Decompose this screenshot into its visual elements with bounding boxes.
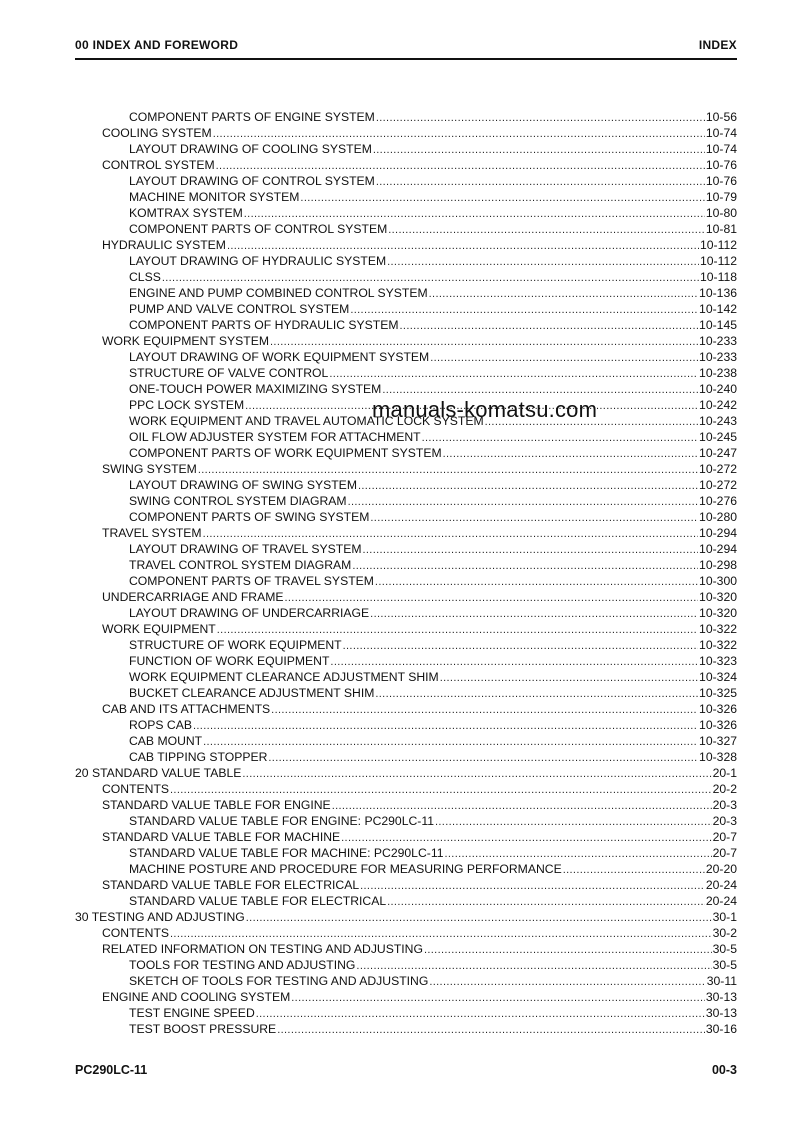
toc-entry[interactable] [129, 973, 737, 989]
toc-entry-title: 30 TESTING AND ADJUSTING [75, 910, 245, 924]
toc-entry-page: 10-325 [699, 686, 737, 700]
dot-leader [388, 222, 705, 237]
toc-entry-page: 30-13 [705, 1006, 737, 1020]
toc-entry-title: CONTENTS [102, 926, 170, 940]
dot-leader [341, 830, 711, 845]
toc-entry-page: 10-112 [699, 254, 737, 268]
toc-entry-page: 10-240 [699, 382, 737, 396]
toc-entry[interactable] [102, 125, 737, 141]
toc-entry-title: LAYOUT DRAWING OF UNDERCARRIAGE [129, 606, 370, 620]
section-title: 00 INDEX AND FOREWORD [75, 38, 239, 52]
toc-entry-page: 10-280 [699, 510, 737, 524]
dot-leader [343, 638, 698, 653]
toc-entry[interactable] [129, 429, 737, 445]
toc-entry[interactable] [129, 573, 737, 589]
toc-entry[interactable] [129, 509, 737, 525]
dot-leader [422, 430, 698, 445]
toc-entry-page: 10-81 [705, 222, 737, 236]
toc-entry-page: 10-142 [699, 302, 737, 316]
toc-entry-page: 10-294 [699, 526, 737, 540]
toc-entry-page: 10-56 [705, 110, 737, 124]
toc-entry-title: TEST BOOST PRESSURE [129, 1022, 277, 1036]
dot-leader [400, 318, 699, 333]
toc-entry-title: MACHINE POSTURE AND PROCEDURE FOR MEASURING PERFORMANCE [129, 862, 562, 876]
dot-leader [162, 270, 699, 285]
toc-entry-title: TEST ENGINE SPEED [129, 1006, 255, 1020]
toc-entry-title: WORK EQUIPMENT AND TRAVEL AUTOMATIC LOCK SYSTEM [129, 414, 484, 428]
toc-entry[interactable] [129, 653, 737, 669]
toc-entry-page: 10-322 [699, 638, 737, 652]
toc-entry[interactable] [102, 525, 737, 541]
toc-entry-page: 20-3 [712, 798, 737, 812]
toc-entry-page: 10-243 [699, 414, 737, 428]
toc-entry[interactable] [102, 829, 737, 845]
dot-leader [256, 1006, 705, 1021]
dot-leader [370, 606, 698, 621]
dot-leader [563, 862, 705, 877]
toc-entry[interactable] [102, 237, 737, 253]
toc-entry-page: 10-276 [699, 494, 737, 508]
dot-leader [363, 542, 699, 557]
toc-entry[interactable] [129, 221, 737, 237]
toc-entry-page: 30-11 [706, 974, 737, 988]
toc-entry-title: SKETCH OF TOOLS FOR TESTING AND ADJUSTING [129, 974, 429, 988]
toc-entry[interactable] [129, 637, 737, 653]
toc-entry[interactable] [129, 349, 737, 365]
dot-leader [270, 334, 698, 349]
dot-leader [329, 366, 698, 381]
dot-leader [360, 878, 705, 893]
toc-entry-title: COMPONENT PARTS OF WORK EQUIPMENT SYSTEM [129, 446, 442, 460]
toc-entry-page: 10-247 [699, 446, 737, 460]
toc-entry-page: 10-74 [705, 126, 737, 140]
toc-entry[interactable] [102, 157, 737, 173]
dot-leader [424, 942, 712, 957]
toc-entry-title: ONE-TOUCH POWER MAXIMIZING SYSTEM [129, 382, 382, 396]
toc-entry[interactable] [129, 541, 737, 557]
dot-leader [429, 286, 698, 301]
dot-leader [387, 254, 699, 269]
toc-entry-page: 30-2 [712, 926, 737, 940]
dot-leader [300, 190, 704, 205]
toc-entry-page: 10-322 [699, 622, 737, 636]
toc-entry[interactable] [129, 1005, 737, 1021]
toc-entry-page: 30-16 [705, 1022, 737, 1036]
dot-leader [332, 798, 712, 813]
dot-leader [358, 478, 698, 493]
page-header [75, 38, 737, 60]
toc-entry-title: STANDARD VALUE TABLE FOR ENGINE: PC290LC-11 [129, 814, 434, 828]
dot-leader [440, 670, 698, 685]
toc-entry-page: 10-294 [699, 542, 737, 556]
toc-entry-title: CONTENTS [102, 782, 170, 796]
dot-leader [217, 622, 698, 637]
dot-leader [348, 494, 698, 509]
dot-leader [198, 462, 698, 477]
toc-entry-title: TOOLS FOR TESTING AND ADJUSTING [129, 958, 356, 972]
dot-leader [375, 574, 698, 589]
toc-entry-title: ENGINE AND COOLING SYSTEM [102, 990, 291, 1004]
toc-entry-title: COMPONENT PARTS OF HYDRAULIC SYSTEM [129, 318, 399, 332]
toc-entry-title: UNDERCARRIAGE AND FRAME [102, 590, 284, 604]
toc-entry-title: STANDARD VALUE TABLE FOR ENGINE [102, 798, 331, 812]
toc-entry-title: LAYOUT DRAWING OF HYDRAULIC SYSTEM [129, 254, 387, 268]
toc-entry[interactable] [129, 285, 737, 301]
dot-leader [227, 238, 699, 253]
dot-leader [382, 382, 698, 397]
toc-entry-title: RELATED INFORMATION ON TESTING AND ADJUSTING [102, 942, 423, 956]
toc-entry-title: LAYOUT DRAWING OF SWING SYSTEM [129, 478, 357, 492]
toc-entry-title: CLSS [129, 270, 161, 284]
toc-entry-page: 10-320 [699, 590, 737, 604]
toc-entry-page: 10-79 [705, 190, 737, 204]
toc-entry[interactable] [102, 941, 737, 957]
toc-entry-page: 10-298 [699, 558, 737, 572]
toc-entry-page: 20-2 [712, 782, 737, 796]
toc-entry-title: WORK EQUIPMENT SYSTEM [102, 334, 270, 348]
toc-entry[interactable] [129, 205, 737, 221]
toc-entry-page: 10-238 [699, 366, 737, 380]
toc-entry[interactable] [129, 445, 737, 461]
toc-entry-title: STRUCTURE OF VALVE CONTROL [129, 366, 329, 380]
toc-entry[interactable] [102, 989, 737, 1005]
dot-leader [244, 206, 705, 221]
dot-leader [387, 894, 705, 909]
toc-entry-title: COOLING SYSTEM [102, 126, 212, 140]
toc-entry[interactable] [102, 701, 737, 717]
watermark: manuals-komatsu.com [372, 397, 598, 422]
toc-entry-title: LAYOUT DRAWING OF CONTROL SYSTEM [129, 174, 375, 188]
toc-entry[interactable] [129, 141, 737, 157]
toc-entry[interactable] [102, 925, 737, 941]
toc-entry-title: TRAVEL CONTROL SYSTEM DIAGRAM [129, 558, 352, 572]
toc-entry-page: 10-320 [699, 606, 737, 620]
toc-entry-page: 10-118 [699, 270, 737, 284]
toc-entry-title: 20 STANDARD VALUE TABLE [75, 766, 242, 780]
toc-entry[interactable] [75, 765, 737, 781]
dot-leader [376, 174, 705, 189]
toc-entry-title: CAB AND ITS ATTACHMENTS [102, 702, 271, 716]
toc-entry-title: COMPONENT PARTS OF SWING SYSTEM [129, 510, 370, 524]
toc-entry[interactable] [102, 621, 737, 637]
toc-entry[interactable] [129, 365, 737, 381]
toc-entry-title: WORK EQUIPMENT CLEARANCE ADJUSTMENT SHIM [129, 670, 439, 684]
dot-leader [193, 718, 698, 733]
toc-entry[interactable] [129, 861, 737, 877]
dot-leader [370, 510, 698, 525]
dot-leader [376, 110, 705, 125]
toc-entry-page: 10-112 [699, 238, 737, 252]
toc-entry-title: STRUCTURE OF WORK EQUIPMENT [129, 638, 342, 652]
toc-entry-page: 10-145 [699, 318, 737, 332]
toc-entry[interactable] [129, 301, 737, 317]
dot-leader [375, 686, 698, 701]
toc-entry[interactable] [129, 717, 737, 733]
toc-entry[interactable] [129, 557, 737, 573]
toc-entry-page: 10-80 [705, 206, 737, 220]
dot-leader [213, 126, 705, 141]
toc-entry[interactable] [129, 493, 737, 509]
dot-leader [170, 926, 712, 941]
toc-entry-title: LAYOUT DRAWING OF TRAVEL SYSTEM [129, 542, 362, 556]
toc-entry[interactable] [129, 173, 737, 189]
dot-leader [430, 350, 698, 365]
toc-entry[interactable] [129, 749, 737, 765]
toc-entry[interactable] [102, 781, 737, 797]
toc-entry-title: LAYOUT DRAWING OF COOLING SYSTEM [129, 142, 372, 156]
dot-leader [242, 766, 711, 781]
toc-entry[interactable] [129, 893, 737, 909]
toc-entry-title: STANDARD VALUE TABLE FOR ELECTRICAL [129, 894, 387, 908]
toc-entry[interactable] [129, 317, 737, 333]
toc-entry[interactable] [129, 605, 737, 621]
toc-entry-page: 10-233 [699, 350, 737, 364]
toc-entry-title: FUNCTION OF WORK EQUIPMENT [129, 654, 330, 668]
toc-entry[interactable] [102, 461, 737, 477]
toc-entry-page: 30-13 [705, 990, 737, 1004]
toc-entry[interactable] [102, 333, 737, 349]
toc-entry-page: 10-74 [705, 142, 737, 156]
dot-leader [216, 158, 705, 173]
toc-entry[interactable] [129, 477, 737, 493]
toc-entry-title: STANDARD VALUE TABLE FOR ELECTRICAL [102, 878, 360, 892]
dot-leader [291, 990, 705, 1005]
toc-entry-title: PUMP AND VALVE CONTROL SYSTEM [129, 302, 350, 316]
toc-entry-page: 20-1 [712, 766, 737, 780]
toc-entry-page: 10-300 [699, 574, 737, 588]
toc-entry-title: TRAVEL SYSTEM [102, 526, 202, 540]
model-name: PC290LC-11 [75, 1063, 148, 1077]
toc-entry-title: BUCKET CLEARANCE ADJUSTMENT SHIM [129, 686, 375, 700]
toc-entry-title: COMPONENT PARTS OF TRAVEL SYSTEM [129, 574, 374, 588]
dot-leader [330, 654, 698, 669]
toc-entry[interactable] [129, 1021, 737, 1037]
dot-leader [268, 750, 698, 765]
toc-entry-page: 10-326 [699, 718, 737, 732]
dot-leader [203, 734, 698, 749]
toc-entry-page: 10-323 [699, 654, 737, 668]
toc-entry-title: CAB TIPPING STOPPER [129, 750, 268, 764]
toc-entry-page: 20-20 [705, 862, 737, 876]
toc-entry-title: COMPONENT PARTS OF ENGINE SYSTEM [129, 110, 375, 124]
toc-entry[interactable] [129, 109, 737, 125]
toc-entry-page: 20-24 [705, 894, 737, 908]
toc-entry-page: 10-242 [699, 398, 737, 412]
toc-entry-title: SWING SYSTEM [102, 462, 197, 476]
toc-entry-page: 10-324 [699, 670, 737, 684]
toc-entry-title: STANDARD VALUE TABLE FOR MACHINE [102, 830, 341, 844]
toc-entry-page: 20-3 [712, 814, 737, 828]
toc-entry-page: 10-76 [705, 158, 737, 172]
dot-leader [435, 814, 712, 829]
toc-entry[interactable] [102, 877, 737, 893]
toc-entry[interactable] [129, 733, 737, 749]
toc-entry-title: HYDRAULIC SYSTEM [102, 238, 226, 252]
toc-entry-page: 30-5 [712, 942, 737, 956]
toc-entry[interactable] [129, 845, 737, 861]
toc-entry-page: 10-326 [699, 702, 737, 716]
dot-leader [444, 846, 711, 861]
dot-leader [429, 974, 705, 989]
page-number: 00-3 [711, 1063, 737, 1077]
toc-entry-page: 20-7 [712, 830, 737, 844]
dot-leader [373, 142, 705, 157]
dot-leader [271, 702, 698, 717]
toc-entry-title: CONTROL SYSTEM [102, 158, 215, 172]
toc-entry[interactable] [129, 269, 737, 285]
toc-entry-title: OIL FLOW ADJUSTER SYSTEM FOR ATTACHMENT [129, 430, 421, 444]
dot-leader [284, 590, 698, 605]
toc-entry-page: 10-272 [699, 462, 737, 476]
dot-leader [350, 302, 698, 317]
dot-leader [352, 558, 698, 573]
toc-entry-title: KOMTRAX SYSTEM [129, 206, 243, 220]
toc-entry-title: SWING CONTROL SYSTEM DIAGRAM [129, 494, 347, 508]
toc-entry[interactable] [102, 797, 737, 813]
toc-entry-title: MACHINE MONITOR SYSTEM [129, 190, 300, 204]
toc-entry[interactable] [129, 957, 737, 973]
toc-entry[interactable] [75, 909, 737, 925]
toc-entry[interactable] [102, 589, 737, 605]
toc-entry-title: CAB MOUNT [129, 734, 203, 748]
toc-entry[interactable] [129, 189, 737, 205]
toc-entry[interactable] [129, 669, 737, 685]
toc-entry[interactable] [129, 253, 737, 269]
toc-entry[interactable] [129, 685, 737, 701]
toc-entry-title: ENGINE AND PUMP COMBINED CONTROL SYSTEM [129, 286, 428, 300]
toc-entry-title: COMPONENT PARTS OF CONTROL SYSTEM [129, 222, 388, 236]
page-title: INDEX [698, 38, 737, 52]
toc-entry-title: LAYOUT DRAWING OF WORK EQUIPMENT SYSTEM [129, 350, 430, 364]
toc-entry-page: 20-24 [705, 878, 737, 892]
toc-entry-page: 10-245 [699, 430, 737, 444]
toc-entry-page: 10-272 [699, 478, 737, 492]
toc-entry-page: 10-76 [705, 174, 737, 188]
toc-entry[interactable] [129, 381, 737, 397]
dot-leader [170, 782, 712, 797]
toc-entry-page: 10-328 [699, 750, 737, 764]
toc-entry-page: 10-136 [699, 286, 737, 300]
dot-leader [443, 446, 698, 461]
toc-entry-title: PPC LOCK SYSTEM [129, 398, 245, 412]
toc-entry-title: ROPS CAB [129, 718, 192, 732]
dot-leader [277, 1022, 705, 1037]
page-footer [75, 1063, 737, 1081]
toc-entry-page: 30-5 [712, 958, 737, 972]
toc-entry-page: 10-233 [699, 334, 737, 348]
dot-leader [246, 910, 712, 925]
toc-entry-title: WORK EQUIPMENT [102, 622, 216, 636]
toc-entry-page: 10-327 [699, 734, 737, 748]
toc-entry-page: 20-7 [712, 846, 737, 860]
toc-entry[interactable] [129, 813, 737, 829]
dot-leader [356, 958, 711, 973]
dot-leader [203, 526, 698, 541]
toc-entry-title: STANDARD VALUE TABLE FOR MACHINE: PC290LC-11 [129, 846, 444, 860]
toc-entry-page: 30-1 [712, 910, 737, 924]
